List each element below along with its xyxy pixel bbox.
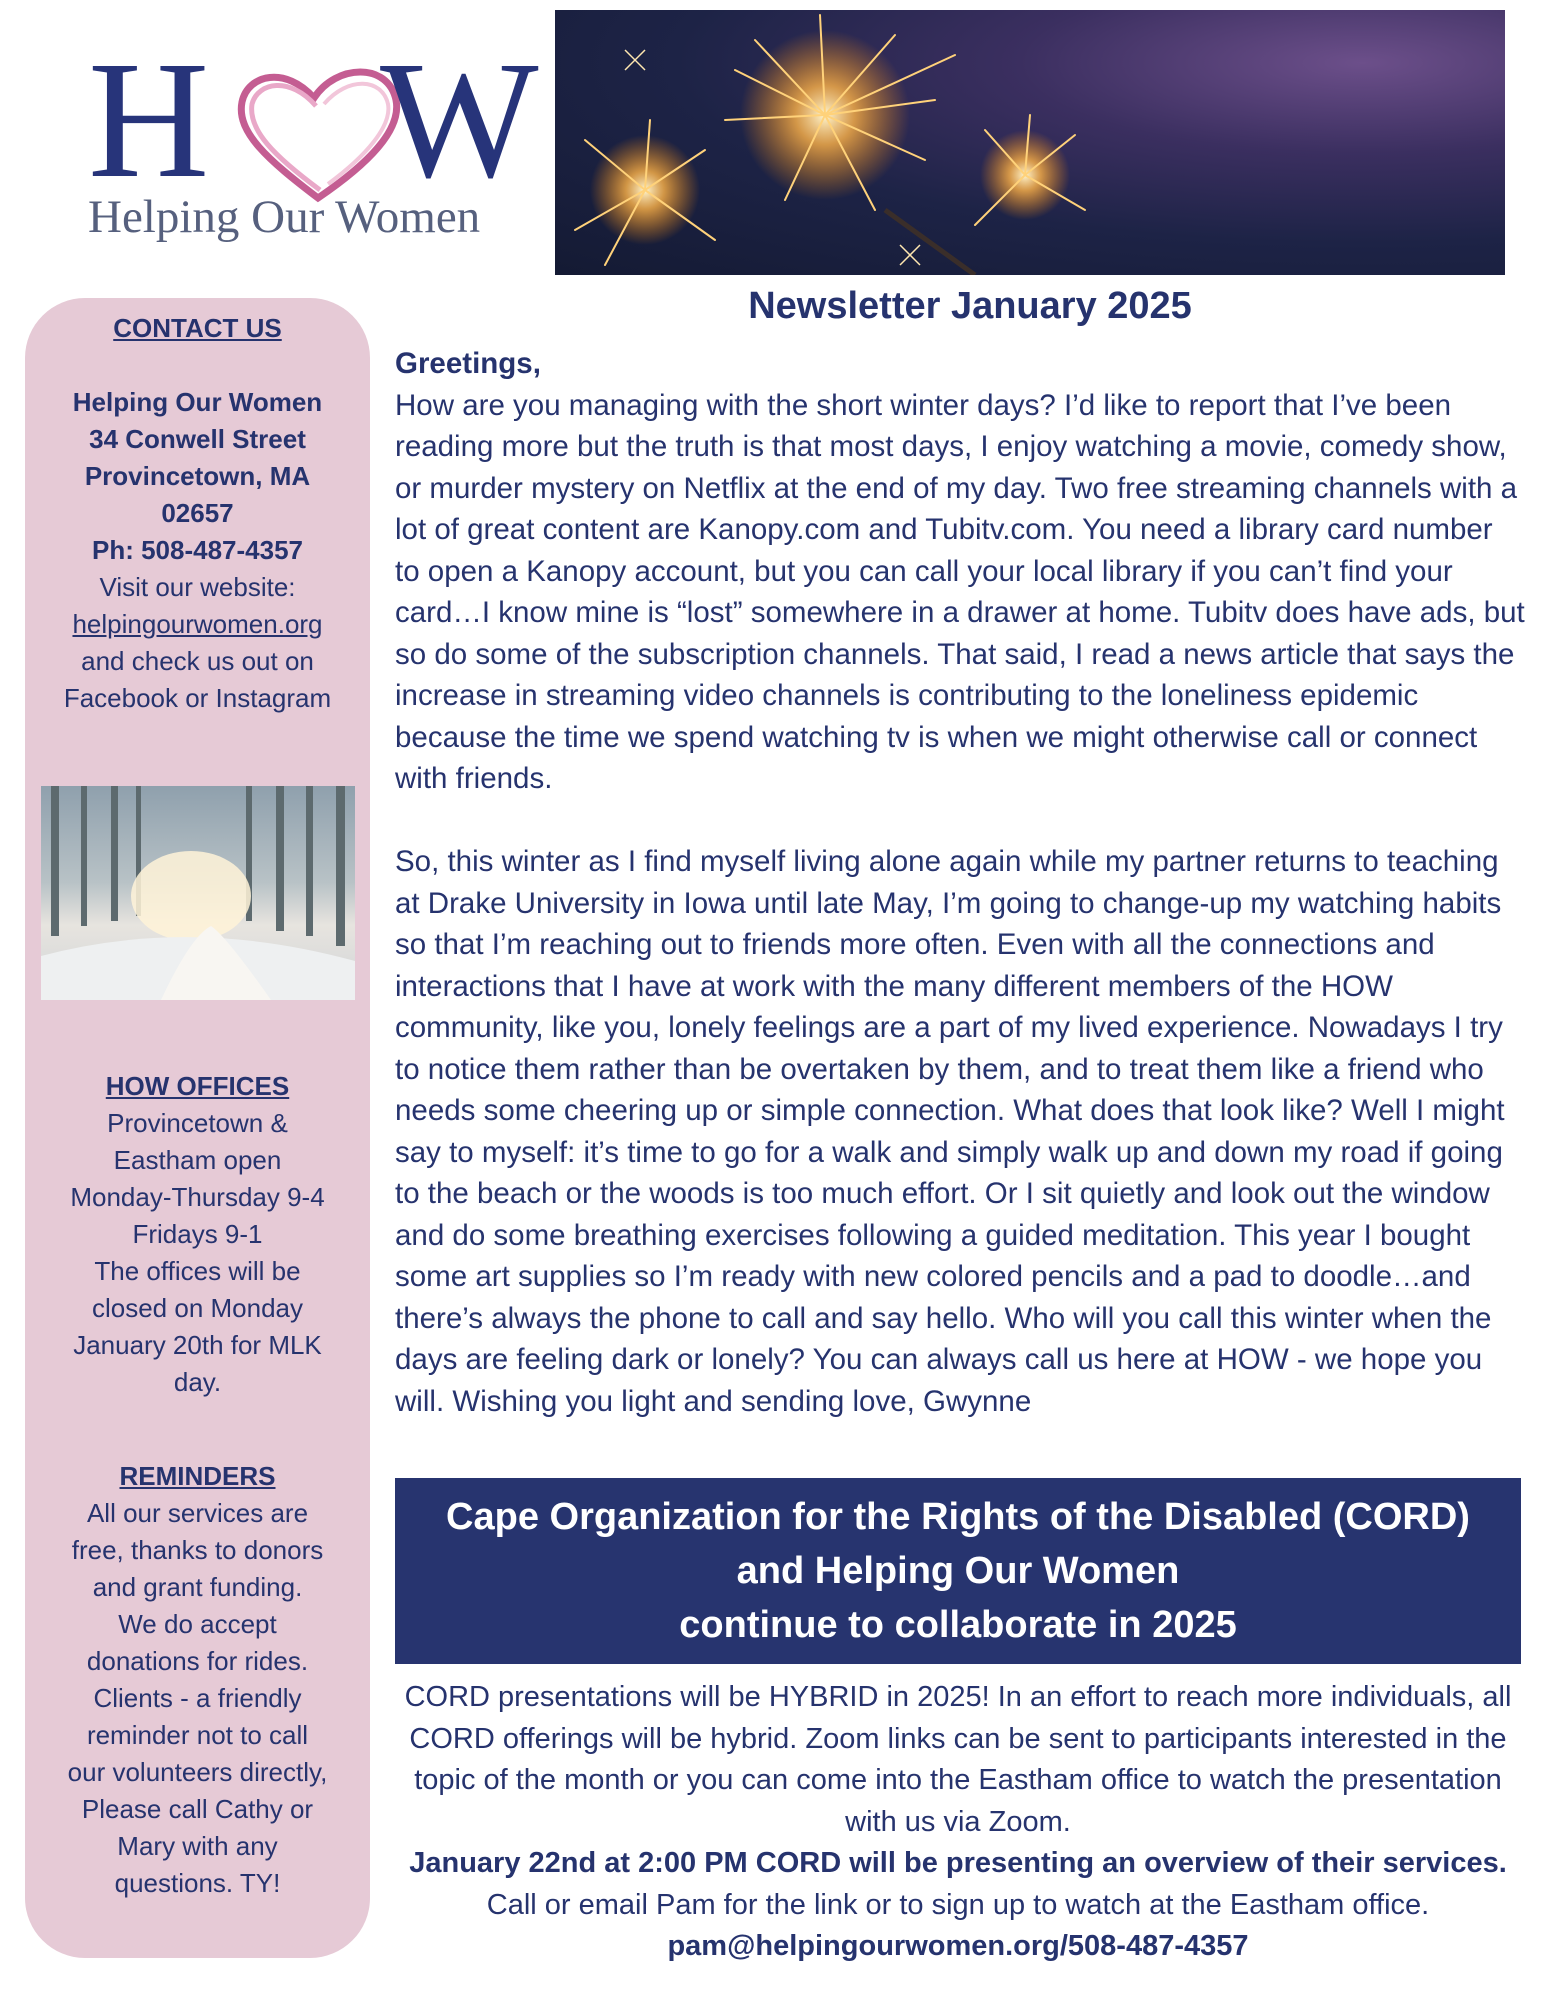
cord-heading-line-3: continue to collaborate in 2025 <box>679 1604 1237 1646</box>
offices-line: The offices will be <box>94 1256 301 1286</box>
org-name: Helping Our Women <box>72 387 323 417</box>
offices-line: January 20th for MLK <box>73 1330 322 1360</box>
offices-line: closed on Monday <box>91 1293 304 1323</box>
letter-paragraph-1: How are you managing with the short winter days? I’d like to report that I’ve been reading more but the truth is that most days, I enjoy watching a movie, comedy show, or murder mystery on Netflix at the end of my day. Two free streaming channels with a lot of great content are Kanopy.com and Tubitv.com. You need a library card number to open a Kanopy account, but you can call your local library if you can’t find your card…I know mine is “lost” somewhere in a drawer at home. Tubitv does have ads, but so do some of the subscription channels. That said, I read a news article that says the increase in streaming video channels is contributing to the loneliness epidemic because the time we spend watching tv is when we might otherwise call or connect with friends. <box>395 388 1525 795</box>
reminders-line: our volunteers directly, <box>67 1757 328 1787</box>
cord-details <box>395 1677 1521 1968</box>
reminders-line: Clients - a friendly <box>93 1683 302 1713</box>
cord-heading-line-2: and Helping Our Women <box>736 1550 1180 1592</box>
how-logo <box>80 27 540 250</box>
greeting: Greetings, <box>395 347 541 380</box>
greeting-letter <box>395 343 1525 1422</box>
logo-tagline: Helping Our Women <box>88 191 481 243</box>
reminders-line: free, thanks to donors <box>71 1535 324 1565</box>
contact-heading: CONTACT US <box>113 313 282 343</box>
reminders-line: and grant funding. <box>92 1572 303 1602</box>
letter-paragraph-2: So, this winter as I find myself living alone again while my partner returns to teaching at Drake University in Iowa until late May, I’m going to change-up my watching habits so that I’m reaching out to friends more often. Even with all the connections and interactions that I have at work with the many different members of the HOW community, like you, lonely feelings are a part of my lived experience. Nowadays I try to notice them rather than be overtaken by them, and to treat them like a friend who needs some cheering up or simple connection. What does that look like? Well I might say to myself: it’s time to go for a walk and simply walk up and down my road if going to the beach or the woods is too much effort. Or I sit quietly and look out the window and do some breathing exercises following a guided meditation. This year I bought some art supplies so I’m ready with new colored pencils and a pad to doodle…and there’s always the phone to call and say hello. Who will you call this winter when the days are feeling dark or lonely? You can always call us here at HOW - we hope you will. Wishing you light and sending love, Gwynne <box>395 845 1505 1418</box>
visit-label: Visit our website: <box>99 572 296 602</box>
offices-section <box>25 1068 370 1401</box>
reminders-line: Mary with any <box>117 1831 278 1861</box>
cord-intro: CORD presentations will be HYBRID in 2025! In an effort to reach more individuals, all CORD offerings will be hybrid. Zoom links can be sent to participants interested in the topic of the month or you can come into the Eastham office to watch the presentation with us via Zoom. <box>404 1681 1512 1838</box>
reminders-heading: REMINDERS <box>119 1461 276 1491</box>
newsletter-title: Newsletter January 2025 <box>748 285 1192 327</box>
social-line-2: Facebook or Instagram <box>63 683 332 713</box>
reminders-line: questions. TY! <box>114 1868 281 1898</box>
reminders-section <box>25 1458 370 1902</box>
offices-line: Monday-Thursday 9-4 <box>70 1182 325 1212</box>
reminders-line: reminder not to call <box>86 1720 309 1750</box>
contact-section <box>25 310 370 717</box>
snowy-forest-photo <box>41 786 355 1000</box>
city-state: Provincetown, MA <box>84 461 311 491</box>
logo-letter-w: W <box>380 27 539 213</box>
offices-line: Provincetown & <box>107 1108 288 1138</box>
offices-heading: HOW OFFICES <box>105 1071 290 1101</box>
logo-letter-h: H <box>88 27 210 213</box>
cord-event-rest: Call or email Pam for the link or to sign up to watch at the Eastham office. <box>486 1888 1430 1921</box>
offices-line: Fridays 9-1 <box>132 1219 263 1249</box>
reminders-line: donations for rides. <box>86 1646 309 1676</box>
sidebar <box>25 298 370 1958</box>
logo-letters <box>80 27 540 213</box>
offices-line: Eastham open <box>113 1145 282 1175</box>
zip-code: 02657 <box>161 498 234 528</box>
cord-heading-line-1: Cape Organization for the Rights of the Disabled (CORD) <box>446 1496 1470 1538</box>
social-line-1: and check us out on <box>81 646 314 676</box>
sparkler-banner-image <box>555 10 1505 275</box>
cord-contact[interactable]: pam@helpingourwomen.org/508-487-4357 <box>667 1930 1249 1962</box>
cord-event: January 22nd at 2:00 PM CORD will be presenting an overview of their services. <box>409 1847 1507 1879</box>
reminders-line: We do accept <box>118 1609 277 1639</box>
website-link[interactable]: helpingourwomen.org <box>72 609 323 639</box>
phone-number: Ph: 508-487-4357 <box>91 535 304 565</box>
cord-heading-banner <box>395 1478 1521 1664</box>
sparkler-illustration <box>555 10 1505 275</box>
reminders-line: All our services are <box>86 1498 309 1528</box>
forest-illustration <box>41 786 355 1000</box>
reminders-line: Please call Cathy or <box>81 1794 314 1824</box>
offices-line: day. <box>173 1367 222 1397</box>
street-address: 34 Conwell Street <box>89 424 306 454</box>
